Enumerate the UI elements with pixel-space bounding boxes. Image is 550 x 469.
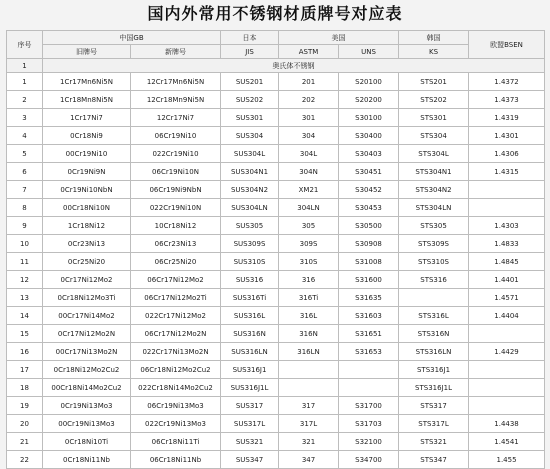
cell-jis: SUS304N2 bbox=[221, 181, 279, 199]
cell-bsen: 1.4429 bbox=[469, 343, 545, 361]
section-row bbox=[7, 59, 545, 73]
cell-ks: STS202 bbox=[399, 91, 469, 109]
cell-astm: 301 bbox=[279, 109, 339, 127]
cell-new-grade: 06Cr18Ni11Nb bbox=[131, 451, 221, 469]
cell-seq: 6 bbox=[7, 163, 43, 181]
table-row bbox=[7, 91, 545, 109]
cell-ks: STS316LN bbox=[399, 343, 469, 361]
cell-astm: 202 bbox=[279, 91, 339, 109]
header-row-top bbox=[7, 31, 545, 45]
table-row bbox=[7, 163, 545, 181]
cell-seq: 19 bbox=[7, 397, 43, 415]
cell-new-grade: 022Cr17Ni13Mo2N bbox=[131, 343, 221, 361]
cell-uns: S31700 bbox=[339, 397, 399, 415]
cell-new-grade: 12Cr18Mn9Ni5N bbox=[131, 91, 221, 109]
cell-new-grade: 12Cr17Mn6Ni5N bbox=[131, 73, 221, 91]
cell-uns: S30400 bbox=[339, 127, 399, 145]
header-new: 新牌号 bbox=[131, 45, 221, 59]
cell-uns: S34700 bbox=[339, 451, 399, 469]
header-korea: 韩国 bbox=[399, 31, 469, 45]
steel-grade-table bbox=[6, 30, 545, 469]
cell-uns: S30500 bbox=[339, 217, 399, 235]
cell-jis: SUS201 bbox=[221, 73, 279, 91]
cell-old-grade: 00Cr17Ni14Mo2 bbox=[43, 307, 131, 325]
header-old: 旧牌号 bbox=[43, 45, 131, 59]
cell-ks: STS316J1L bbox=[399, 379, 469, 397]
cell-astm: 316L bbox=[279, 307, 339, 325]
cell-new-grade: 022Cr19Ni13Mo3 bbox=[131, 415, 221, 433]
cell-bsen: 1.4303 bbox=[469, 217, 545, 235]
cell-jis: SUS301 bbox=[221, 109, 279, 127]
cell-old-grade: 0Cr18Ni9 bbox=[43, 127, 131, 145]
page-title: 国内外常用不锈钢材质牌号对应表 bbox=[147, 4, 403, 23]
cell-astm: 304 bbox=[279, 127, 339, 145]
cell-old-grade: 1Cr17Mn6Ni5N bbox=[43, 73, 131, 91]
cell-new-grade: 06Cr17Ni12Mo2N bbox=[131, 325, 221, 343]
header-uns: UNS bbox=[339, 45, 399, 59]
cell-seq: 3 bbox=[7, 109, 43, 127]
cell-bsen bbox=[469, 325, 545, 343]
cell-seq: 17 bbox=[7, 361, 43, 379]
cell-ks bbox=[399, 289, 469, 307]
cell-old-grade: 1Cr18Ni12 bbox=[43, 217, 131, 235]
cell-uns: S20200 bbox=[339, 91, 399, 109]
cell-old-grade: 00Cr19Ni10 bbox=[43, 145, 131, 163]
header-china: 中国GB bbox=[43, 31, 221, 45]
cell-uns: S31603 bbox=[339, 307, 399, 325]
cell-seq: 20 bbox=[7, 415, 43, 433]
cell-bsen bbox=[469, 397, 545, 415]
cell-astm: 317 bbox=[279, 397, 339, 415]
table-row bbox=[7, 235, 545, 253]
cell-bsen: 1.4845 bbox=[469, 253, 545, 271]
table-row bbox=[7, 397, 545, 415]
header-jis: JIS bbox=[221, 45, 279, 59]
cell-bsen bbox=[469, 199, 545, 217]
cell-bsen: 1.4315 bbox=[469, 163, 545, 181]
cell-astm: 316 bbox=[279, 271, 339, 289]
cell-ks: STS316L bbox=[399, 307, 469, 325]
cell-bsen bbox=[469, 181, 545, 199]
table-row bbox=[7, 199, 545, 217]
cell-jis: SUS305 bbox=[221, 217, 279, 235]
cell-old-grade: 0Cr18Ni12Mo2Cu2 bbox=[43, 361, 131, 379]
cell-new-grade: 12Cr17Ni7 bbox=[131, 109, 221, 127]
cell-bsen: 1.4372 bbox=[469, 73, 545, 91]
cell-ks: STS317L bbox=[399, 415, 469, 433]
cell-ks: STS304 bbox=[399, 127, 469, 145]
table-row bbox=[7, 109, 545, 127]
cell-ks: STS304LN bbox=[399, 199, 469, 217]
cell-bsen bbox=[469, 361, 545, 379]
table-row bbox=[7, 415, 545, 433]
cell-jis: SUS316 bbox=[221, 271, 279, 289]
cell-seq: 5 bbox=[7, 145, 43, 163]
cell-new-grade: 06Cr18Ni12Mo2Cu2 bbox=[131, 361, 221, 379]
cell-ks: STS304L bbox=[399, 145, 469, 163]
cell-jis: SUS317 bbox=[221, 397, 279, 415]
cell-old-grade: 00Cr17Ni13Mo2N bbox=[43, 343, 131, 361]
cell-uns: S31600 bbox=[339, 271, 399, 289]
table-row bbox=[7, 271, 545, 289]
cell-bsen bbox=[469, 379, 545, 397]
cell-old-grade: 1Cr18Mn8Ni5N bbox=[43, 91, 131, 109]
cell-bsen: 1.4541 bbox=[469, 433, 545, 451]
cell-seq: 10 bbox=[7, 235, 43, 253]
cell-ks: STS316 bbox=[399, 271, 469, 289]
cell-new-grade: 06Cr19Ni13Mo3 bbox=[131, 397, 221, 415]
cell-new-grade: 022Cr17Ni12Mo2 bbox=[131, 307, 221, 325]
cell-bsen: 1.4401 bbox=[469, 271, 545, 289]
cell-seq: 14 bbox=[7, 307, 43, 325]
cell-new-grade: 06Cr19Ni10 bbox=[131, 127, 221, 145]
cell-jis: SUS310S bbox=[221, 253, 279, 271]
cell-uns: S30451 bbox=[339, 163, 399, 181]
cell-new-grade: 06Cr23Ni13 bbox=[131, 235, 221, 253]
cell-astm: 316LN bbox=[279, 343, 339, 361]
header-row-sub bbox=[7, 45, 545, 59]
cell-jis: SUS316Ti bbox=[221, 289, 279, 307]
cell-astm: XM21 bbox=[279, 181, 339, 199]
table-row bbox=[7, 379, 545, 397]
cell-astm: 310S bbox=[279, 253, 339, 271]
cell-astm bbox=[279, 379, 339, 397]
cell-jis: SUS304LN bbox=[221, 199, 279, 217]
cell-old-grade: 00Cr19Ni13Mo3 bbox=[43, 415, 131, 433]
cell-astm: 309S bbox=[279, 235, 339, 253]
cell-uns: S32100 bbox=[339, 433, 399, 451]
cell-astm: 304N bbox=[279, 163, 339, 181]
cell-astm: 304LN bbox=[279, 199, 339, 217]
table-row bbox=[7, 253, 545, 271]
cell-old-grade: 0Cr23Ni13 bbox=[43, 235, 131, 253]
table-row bbox=[7, 343, 545, 361]
cell-old-grade: 0Cr19Ni13Mo3 bbox=[43, 397, 131, 415]
cell-bsen: 1.4571 bbox=[469, 289, 545, 307]
table-row bbox=[7, 361, 545, 379]
cell-old-grade: 0Cr18Ni12Mo3Ti bbox=[43, 289, 131, 307]
header-astm: ASTM bbox=[279, 45, 339, 59]
cell-astm: 321 bbox=[279, 433, 339, 451]
cell-uns: S31703 bbox=[339, 415, 399, 433]
cell-uns: S30100 bbox=[339, 109, 399, 127]
cell-bsen: 1.4438 bbox=[469, 415, 545, 433]
cell-seq: 2 bbox=[7, 91, 43, 109]
cell-jis: SUS316J1 bbox=[221, 361, 279, 379]
table-row bbox=[7, 307, 545, 325]
cell-jis: SUS309S bbox=[221, 235, 279, 253]
cell-uns: S20100 bbox=[339, 73, 399, 91]
cell-new-grade: 06Cr17Ni12Mo2 bbox=[131, 271, 221, 289]
cell-jis: SUS202 bbox=[221, 91, 279, 109]
section-label: 奥氏体不锈钢 bbox=[43, 59, 545, 73]
cell-jis: SUS347 bbox=[221, 451, 279, 469]
cell-astm: 317L bbox=[279, 415, 339, 433]
cell-seq: 1 bbox=[7, 73, 43, 91]
cell-astm: 347 bbox=[279, 451, 339, 469]
table-body bbox=[7, 73, 545, 469]
cell-new-grade: 10Cr18Ni12 bbox=[131, 217, 221, 235]
cell-uns: S31008 bbox=[339, 253, 399, 271]
cell-old-grade: 1Cr17Ni7 bbox=[43, 109, 131, 127]
cell-bsen: 1.4306 bbox=[469, 145, 545, 163]
cell-seq: 12 bbox=[7, 271, 43, 289]
cell-seq: 8 bbox=[7, 199, 43, 217]
cell-seq: 11 bbox=[7, 253, 43, 271]
cell-jis: SUS316LN bbox=[221, 343, 279, 361]
cell-astm: 304L bbox=[279, 145, 339, 163]
cell-seq: 16 bbox=[7, 343, 43, 361]
table-row bbox=[7, 289, 545, 307]
header-usa: 美国 bbox=[279, 31, 399, 45]
cell-seq: 13 bbox=[7, 289, 43, 307]
header-eu: 欧盟BSEN bbox=[469, 31, 545, 59]
cell-uns: S30452 bbox=[339, 181, 399, 199]
cell-ks: STS316J1 bbox=[399, 361, 469, 379]
cell-ks: STS305 bbox=[399, 217, 469, 235]
cell-old-grade: 0Cr25Ni20 bbox=[43, 253, 131, 271]
cell-jis: SUS304N1 bbox=[221, 163, 279, 181]
cell-bsen: 1.455 bbox=[469, 451, 545, 469]
cell-seq: 21 bbox=[7, 433, 43, 451]
cell-uns bbox=[339, 379, 399, 397]
cell-jis: SUS316N bbox=[221, 325, 279, 343]
cell-ks: STS310S bbox=[399, 253, 469, 271]
cell-old-grade: 0Cr18Ni11Nb bbox=[43, 451, 131, 469]
cell-uns bbox=[339, 361, 399, 379]
cell-bsen: 1.4301 bbox=[469, 127, 545, 145]
cell-uns: S30403 bbox=[339, 145, 399, 163]
cell-uns: S31651 bbox=[339, 325, 399, 343]
table-row bbox=[7, 433, 545, 451]
cell-bsen: 1.4319 bbox=[469, 109, 545, 127]
cell-old-grade: 00Cr18Ni14Mo2Cu2 bbox=[43, 379, 131, 397]
cell-bsen: 1.4404 bbox=[469, 307, 545, 325]
table-row bbox=[7, 127, 545, 145]
cell-uns: S30908 bbox=[339, 235, 399, 253]
header-ks: KS bbox=[399, 45, 469, 59]
cell-ks: STS316N bbox=[399, 325, 469, 343]
cell-uns: S30453 bbox=[339, 199, 399, 217]
header-seq: 序号 bbox=[7, 31, 43, 59]
cell-new-grade: 022Cr18Ni14Mo2Cu2 bbox=[131, 379, 221, 397]
cell-old-grade: 00Cr18Ni10N bbox=[43, 199, 131, 217]
cell-uns: S31653 bbox=[339, 343, 399, 361]
cell-jis: SUS304 bbox=[221, 127, 279, 145]
cell-seq: 7 bbox=[7, 181, 43, 199]
cell-seq: 9 bbox=[7, 217, 43, 235]
cell-jis: SUS304L bbox=[221, 145, 279, 163]
cell-old-grade: 0Cr17Ni12Mo2N bbox=[43, 325, 131, 343]
cell-new-grade: 06Cr19Ni9NbN bbox=[131, 181, 221, 199]
table-row bbox=[7, 73, 545, 91]
cell-ks: STS304N1 bbox=[399, 163, 469, 181]
cell-ks: STS317 bbox=[399, 397, 469, 415]
cell-new-grade: 06Cr25Ni20 bbox=[131, 253, 221, 271]
cell-ks: STS347 bbox=[399, 451, 469, 469]
cell-seq: 22 bbox=[7, 451, 43, 469]
cell-jis: SUS321 bbox=[221, 433, 279, 451]
cell-new-grade: 06Cr18Ni11Ti bbox=[131, 433, 221, 451]
cell-ks: STS309S bbox=[399, 235, 469, 253]
cell-new-grade: 022Cr19Ni10 bbox=[131, 145, 221, 163]
cell-ks: STS201 bbox=[399, 73, 469, 91]
cell-jis: SUS316J1L bbox=[221, 379, 279, 397]
cell-astm: 201 bbox=[279, 73, 339, 91]
cell-old-grade: 0Cr19Ni10NbN bbox=[43, 181, 131, 199]
cell-ks: STS321 bbox=[399, 433, 469, 451]
cell-bsen: 1.4833 bbox=[469, 235, 545, 253]
section-index: 1 bbox=[7, 59, 43, 73]
table-row bbox=[7, 217, 545, 235]
cell-new-grade: 06Cr19Ni10N bbox=[131, 163, 221, 181]
header-japan: 日本 bbox=[221, 31, 279, 45]
cell-uns: S31635 bbox=[339, 289, 399, 307]
cell-old-grade: 0Cr19Ni9N bbox=[43, 163, 131, 181]
cell-seq: 15 bbox=[7, 325, 43, 343]
cell-astm: 316N bbox=[279, 325, 339, 343]
cell-astm: 316Ti bbox=[279, 289, 339, 307]
cell-bsen: 1.4373 bbox=[469, 91, 545, 109]
cell-seq: 18 bbox=[7, 379, 43, 397]
table-row bbox=[7, 325, 545, 343]
cell-ks: STS301 bbox=[399, 109, 469, 127]
table-row bbox=[7, 181, 545, 199]
cell-jis: SUS316L bbox=[221, 307, 279, 325]
cell-new-grade: 06Cr17Ni12Mo2Ti bbox=[131, 289, 221, 307]
cell-astm: 305 bbox=[279, 217, 339, 235]
table-row bbox=[7, 145, 545, 163]
cell-jis: SUS317L bbox=[221, 415, 279, 433]
cell-seq: 4 bbox=[7, 127, 43, 145]
table-row bbox=[7, 451, 545, 469]
cell-astm bbox=[279, 361, 339, 379]
cell-old-grade: 0Cr17Ni12Mo2 bbox=[43, 271, 131, 289]
cell-old-grade: 0Cr18Ni10Ti bbox=[43, 433, 131, 451]
cell-ks: STS304N2 bbox=[399, 181, 469, 199]
cell-new-grade: 022Cr19Ni10N bbox=[131, 199, 221, 217]
